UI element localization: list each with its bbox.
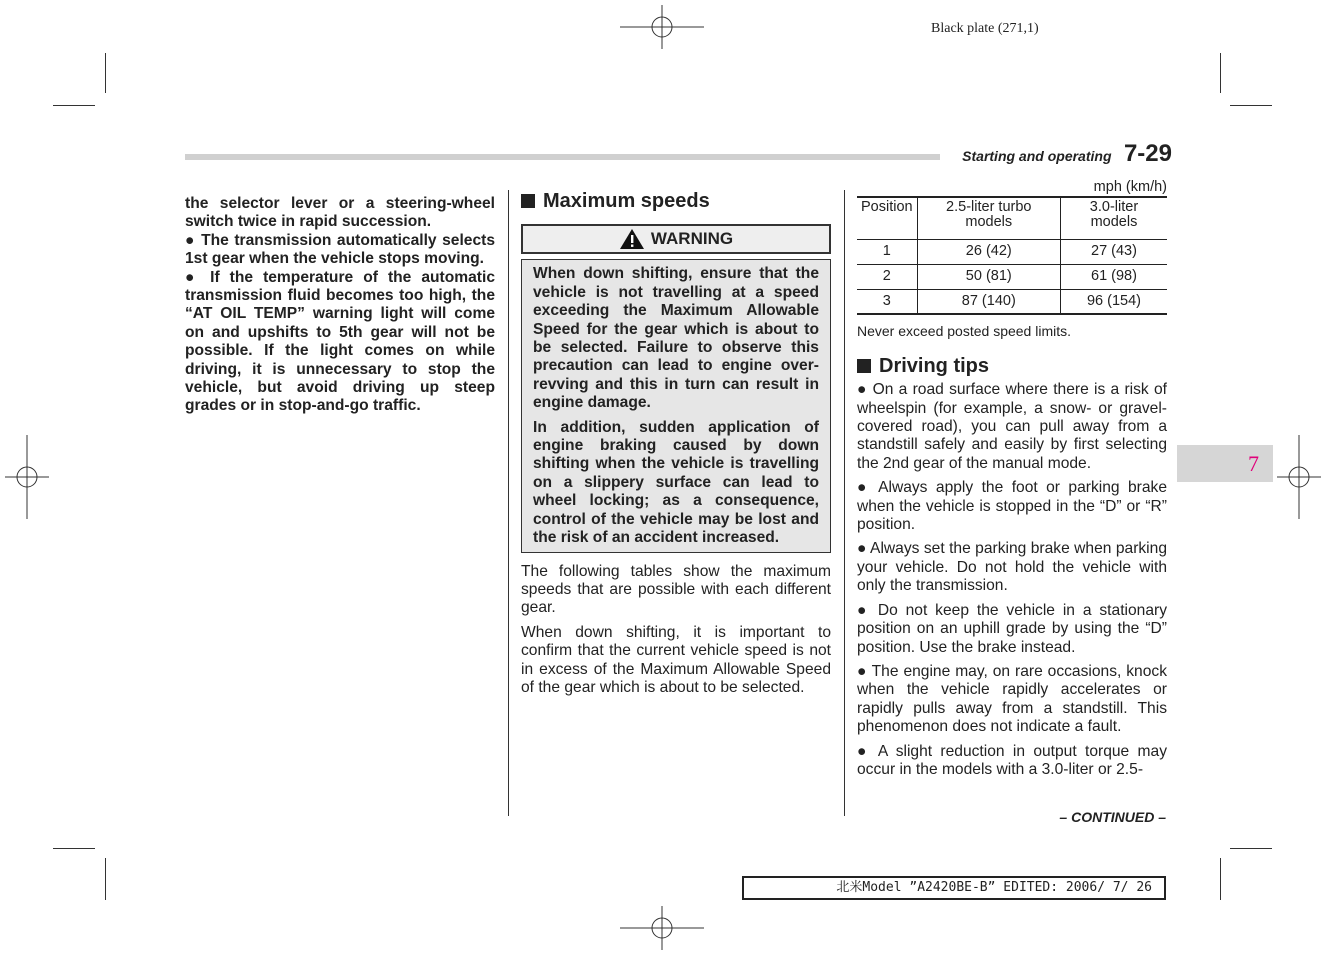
chapter-tab bbox=[1177, 445, 1273, 482]
square-bullet-icon bbox=[857, 359, 871, 373]
cell: 50 (81) bbox=[917, 264, 1060, 289]
cell: 61 (98) bbox=[1060, 264, 1167, 289]
crop-mark bbox=[1220, 858, 1221, 900]
section-heading bbox=[857, 354, 1167, 377]
footer-box bbox=[742, 876, 1166, 900]
bullet-item: ● The transmission automatically selects 1st gear when the vehicle stops moving. bbox=[185, 231, 495, 268]
cell: 87 (140) bbox=[917, 289, 1060, 314]
left-column bbox=[185, 195, 495, 416]
crop-mark bbox=[105, 53, 106, 93]
section-heading bbox=[521, 192, 831, 210]
column-divider bbox=[508, 190, 509, 816]
column-header: 3.0-liter models bbox=[1060, 197, 1167, 239]
registration-mark-icon bbox=[5, 435, 49, 519]
continued-label: – CONTINUED – bbox=[1059, 809, 1166, 825]
warning-text: In addition, sudden application of engine braking caused by down shifting when the vehicle is travelling on a slippery surface can lead to wheel locking; as a consequence, control of the vehicle may be lost and the risk of an accident increased. bbox=[533, 418, 819, 547]
registration-mark-icon bbox=[1277, 435, 1321, 519]
units-label: mph (km/h) bbox=[1093, 179, 1167, 195]
table-note: Never exceed posted speed limits. bbox=[857, 323, 1071, 340]
square-bullet-icon bbox=[521, 194, 535, 208]
bullet-item: ● A slight reduction in output torque may occur in the models with a 3.0-liter or 2.5- bbox=[857, 742, 1167, 778]
middle-column bbox=[521, 192, 831, 703]
footer-text: 北米Model ”A2420BE-B” EDITED: 2006/ 7/ 26 bbox=[836, 880, 1152, 895]
paragraph: The following tables show the maximum speeds that are possible with each different gear. bbox=[521, 562, 831, 617]
column-divider bbox=[844, 190, 845, 816]
bullet-item: ● If the temperature of the automatic transmission fluid becomes too high, the “AT OIL TEMP” warning light will come on and upshifts to 5th gear will not be possible. If the light comes on while driving, it is unnecessary to stop the vehicle, but avoid driving up steep grades or in stop-and-go traffic. bbox=[185, 268, 495, 415]
paragraph: When down shifting, it is important to confirm that the current vehicle speed is not in excess of the Maximum Allowable Speed of the gear which is about to be selected. bbox=[521, 623, 831, 696]
page-header bbox=[940, 140, 1172, 168]
crop-mark bbox=[105, 858, 106, 900]
crop-mark bbox=[53, 105, 95, 106]
right-column bbox=[857, 178, 1167, 785]
cell: 2 bbox=[857, 264, 917, 289]
column-header: 2.5-liter turbo models bbox=[917, 197, 1060, 239]
cell: 27 (43) bbox=[1060, 239, 1167, 264]
heading-text: Driving tips bbox=[879, 354, 990, 377]
section-title: Starting and operating bbox=[962, 148, 1112, 164]
warning-text: When down shifting, ensure that the vehicle is not travelling at a speed exceeding the Maximum Allowable Speed for the gear which is about to be selected. Failure to observe this precaution can lead to engine over-revving and this in turn can result in engine damage. bbox=[533, 265, 819, 412]
chapter-number: 7 bbox=[1248, 451, 1259, 476]
warning-label: WARNING bbox=[650, 229, 734, 249]
crop-mark bbox=[1230, 848, 1272, 849]
speed-table bbox=[857, 196, 1167, 315]
table-row bbox=[857, 264, 1167, 289]
page-number: 7-29 bbox=[1123, 140, 1172, 167]
crop-mark bbox=[53, 848, 95, 849]
cell: 1 bbox=[857, 239, 917, 264]
cell: 26 (42) bbox=[917, 239, 1060, 264]
heading-text: Maximum speeds bbox=[543, 190, 710, 212]
registration-mark-icon bbox=[620, 5, 704, 49]
cell: 3 bbox=[857, 289, 917, 314]
bullet-item: ● Do not keep the vehicle in a stationary position on an uphill grade by using the “D” position. Use the brake instead. bbox=[857, 601, 1167, 656]
crop-mark bbox=[1220, 53, 1221, 93]
cell: 96 (154) bbox=[1060, 289, 1167, 314]
warning-triangle-icon bbox=[619, 228, 645, 250]
table-header-row bbox=[857, 197, 1167, 239]
bullet-item: ● On a road surface where there is a risk of wheelspin (for example, a snow- or gravel-covered road), you can pull away from a standstill safely and easily by first selecting the 2nd gear of the manual mode. bbox=[857, 381, 1167, 472]
crop-mark bbox=[1230, 105, 1272, 106]
bullet-item: ● The engine may, on rare occasions, knock when the vehicle rapidly accelerates or rapidly pulls away from a standstill. This phenomenon does not indicate a fault. bbox=[857, 662, 1167, 736]
table-row bbox=[857, 239, 1167, 264]
table-row bbox=[857, 289, 1167, 314]
bullet-item: ● Always apply the foot or parking brake when the vehicle is stopped in the “D” or “R” position. bbox=[857, 479, 1167, 534]
plate-label: Black plate (271,1) bbox=[931, 21, 1039, 36]
bullet-item: ● Always set the parking brake when parking your vehicle. Do not hold the vehicle with only the transmission. bbox=[857, 540, 1167, 595]
registration-mark-icon bbox=[620, 906, 704, 950]
warning-header bbox=[521, 224, 831, 254]
paragraph: the selector lever or a steering-wheel switch twice in rapid succession. bbox=[185, 195, 495, 231]
warning-box bbox=[521, 259, 831, 552]
column-header: Position bbox=[857, 197, 917, 239]
